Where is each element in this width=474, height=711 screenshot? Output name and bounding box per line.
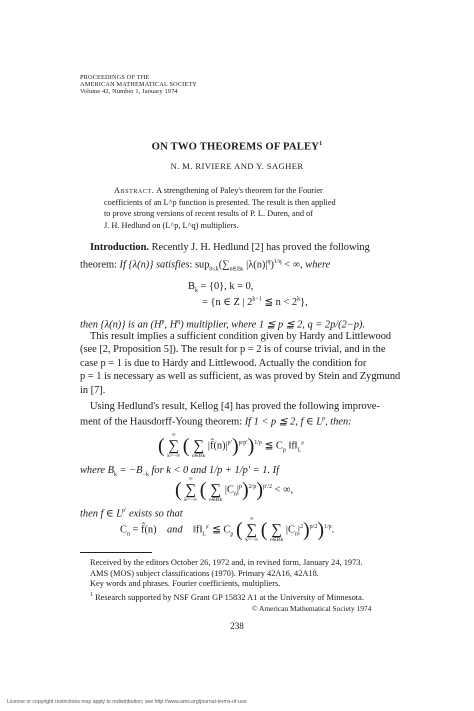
bk-eq2: = {n ∈ Z | 2 — [202, 297, 253, 308]
intro-text-d: (∑ — [218, 259, 230, 271]
intro-sup2: 1/q — [273, 259, 282, 265]
intro-text-b: If {λ(n)} satisfies — [119, 259, 190, 271]
bk-lhs: B — [188, 281, 195, 292]
para3-line-1: Using Hedlund's result, Kellog [4] has proved the following improve- — [90, 401, 380, 412]
eq3-term-sup: 2 — [299, 523, 303, 530]
eq2-exp2: p′/2 — [263, 483, 273, 490]
eq2-inner-paren-open: ( — [199, 479, 207, 501]
eq3-mid-sup: p′ — [205, 524, 210, 530]
license-notice: License or copyright restrictions may apply to redistribution; see http://www.ams.org/journal-terms-of-use — [7, 699, 247, 705]
eq3-term-b: | — [297, 524, 300, 536]
eq2-sum-upper: ∞ — [188, 476, 193, 482]
eq3-sum-lower: k=−∞ — [245, 537, 259, 543]
footnote-received: Received by the editors October 26, 1972 and, in revised form, January 24, 1973. — [90, 558, 363, 567]
where-sub2: −k — [142, 472, 149, 479]
journal-line-2: AMERICAN MATHEMATICAL SOCIETY — [80, 81, 198, 89]
eq2-inner-sum — [209, 476, 222, 504]
eq3-inner-paren-close: ) — [302, 519, 310, 541]
para3-line-2c: , then: — [325, 416, 352, 428]
footnote-research-mark: 1 — [90, 591, 93, 598]
eq2-inner-sigma: ∑ — [210, 482, 222, 498]
intro-text-c: : sup — [189, 259, 210, 271]
eq2-inner-paren-close: ) — [242, 479, 249, 501]
multiplier-sup1: p — [161, 319, 165, 325]
then-b: exists so that — [126, 508, 183, 520]
intro-sub3: k — [241, 267, 244, 273]
footnote-divider — [80, 552, 152, 553]
eq2-inner-lower: n∈B — [209, 497, 220, 503]
multiplier-c: ) multiplier, where 1 ≦ p ≦ 2, q = 2p/(2−p). — [180, 319, 366, 331]
title-footnote-mark: 1 — [319, 141, 323, 147]
bk-definition-2 — [202, 296, 308, 308]
eq3-inner-lower: n∈B — [270, 537, 281, 543]
bk-eq2b: ≦ n < 2 — [261, 297, 298, 308]
footnote-keywords: Key words and phrases. Fourier coefficients, multipliers. — [90, 579, 281, 589]
eq3-term-sub: n — [294, 531, 298, 538]
bk-sup2: k — [297, 296, 301, 303]
paper-title-text: ON TWO THEOREMS OF PALEY — [151, 141, 320, 153]
intro-text-f: ) — [270, 259, 274, 271]
eq1-term-sup: p′ — [227, 439, 232, 446]
para3-line-2b: If 1 < p ≦ 2, f ∈ L — [244, 416, 323, 428]
eq1-sum-lower: k=−∞ — [167, 453, 181, 459]
bk-eq2c: }, — [300, 297, 308, 308]
paper-title — [0, 141, 474, 153]
eq1-rhs-sup2: p — [301, 440, 304, 446]
eq3-inner-sigma: ∑ — [271, 522, 282, 538]
eq3-inner-sum — [270, 516, 283, 544]
eq1-rhs-sub: p — [282, 447, 286, 454]
copyright: © American Mathematical Society 1974 — [252, 604, 372, 613]
eq2-term-b: | — [236, 484, 240, 496]
eq2-outer-sum — [184, 476, 197, 504]
eq1-rhs-sub2: L — [297, 447, 302, 454]
para3-line-2a: ment of the Hausdorff-Young theorem: — [80, 416, 245, 428]
authors: N. M. RIVIERE AND Y. SAGHER — [170, 161, 304, 171]
footnote-classification: AMS (MOS) subject classifications (1970). Primary 42A16, 42A18. — [90, 568, 319, 578]
footnote-research — [80, 590, 364, 603]
footnote-research-text: Research supported by NSF Grant GP 15832 A1 at the University of Minnesota. — [93, 592, 364, 602]
abstract-line-4: J. H. Hedlund on (L^p, L^q) multipliers. — [104, 220, 239, 230]
eq3-exp1: p/2 — [309, 523, 318, 530]
para2-line-5: in [7]. — [80, 384, 106, 396]
eq3-inner-lower-sub: k — [280, 537, 284, 543]
eq3-outer-sum — [245, 516, 258, 544]
journal-line-3: Volume 42, Number 1, January 1974 — [80, 88, 178, 96]
eq1-inner-sum — [192, 432, 205, 460]
para2-line-3: case p = 1 is due to Hardy and Littlewood. Actually the condition for — [80, 357, 367, 369]
multiplier-b: , H — [164, 319, 178, 331]
bk-eq1: = {0}, k = 0, — [197, 281, 254, 292]
eq2-outer-sigma: ∑ — [185, 482, 197, 498]
eq2-sum-lower: k=−∞ — [184, 497, 198, 503]
eq3-paren-open: ( — [235, 519, 243, 541]
eq3-and: and — [166, 524, 183, 536]
equation-2 — [175, 476, 293, 504]
intro-sub: 0≤k — [209, 266, 219, 273]
then-a: then f ∈ L — [80, 508, 123, 520]
intro-line-1-text: Recently J. H. Hedlund [2] has proved the following — [151, 242, 370, 253]
eq1-outer-sum — [167, 432, 180, 460]
eq3-mid: ‖f‖ — [192, 524, 203, 536]
eq1-inner-sigma: ∑ — [193, 438, 205, 454]
eq2-term: |C — [224, 484, 234, 496]
equation-1 — [158, 432, 304, 460]
para3-line-2 — [80, 413, 380, 429]
intro-line-1 — [80, 241, 370, 254]
abstract — [104, 185, 380, 231]
bk-sub: k — [194, 288, 198, 295]
where-sub1: k — [113, 472, 117, 479]
multiplier-sup2: q — [177, 319, 181, 325]
abstract-line-2: coefficients of an L^p function is presented. The result is then applied — [104, 197, 336, 207]
eq2-rhs: < ∞, — [272, 484, 294, 496]
eq1-exp1: p/p′ — [238, 439, 248, 446]
paragraph-3 — [80, 400, 380, 429]
eq1-inner-lower-sub: k — [202, 453, 206, 459]
eq1-paren-open: ( — [158, 435, 165, 457]
equation-3 — [120, 516, 334, 544]
eq1-sum-upper: ∞ — [171, 432, 176, 438]
eq3-outer-sigma: ∑ — [246, 522, 258, 538]
intro-heading: Introduction. — [90, 242, 149, 253]
eq2-term-sub: n — [233, 491, 237, 498]
eq3-lhs: C — [120, 524, 127, 536]
paragraph-2 — [80, 330, 400, 397]
eq3-mid-b: ≦ C — [209, 524, 231, 536]
eq3-mid-sub2: p — [230, 531, 234, 538]
eq1-exp2: 1/p — [254, 439, 262, 446]
eq3-lhs-sub: n — [126, 531, 130, 538]
eq2-exp1: 2/p — [248, 483, 257, 490]
eq3-term: |C — [285, 524, 295, 536]
abstract-line-1: A strengthening of Paley's theorem for the Fourier — [156, 186, 323, 195]
eq1-inner-paren-open: ( — [182, 435, 190, 457]
eq1-inner-lower: n∈B — [192, 453, 203, 459]
eq2-inner-lower-sub: k — [219, 497, 223, 503]
intro-text-a: theorem: — [80, 259, 120, 271]
where-a: where B — [80, 465, 114, 476]
eq2-paren-open: ( — [175, 479, 182, 501]
intro-sub2: n∈B — [229, 266, 242, 273]
eq1-outer-sigma: ∑ — [168, 438, 180, 454]
eq3-mid-sub: L — [202, 531, 206, 538]
eq2-term-sup: p — [239, 483, 243, 490]
bk-sup1: k−1 — [252, 296, 262, 303]
para2-line-1: This result implies a sufficient condition given by Hardy and Littlewood — [90, 331, 392, 342]
intro-text-e: |λ(n)| — [243, 259, 268, 271]
para2-line-4: p = 1 is necessary as well as sufficient, as was proved by Stein and Zygmund — [80, 371, 401, 383]
where-b: = −B — [116, 465, 143, 476]
eq3-paren-close: ) — [317, 519, 324, 541]
then-sup: p′ — [122, 508, 127, 514]
eq1-rhs: ≦ C — [261, 440, 283, 452]
eq1-term: |f̂(n)| — [207, 440, 228, 452]
bk-definition-1 — [188, 281, 253, 294]
eq1-paren-close: ) — [247, 435, 255, 457]
abstract-line-3: to prove strong versions of recent results of P. L. Duren, and of — [104, 209, 313, 218]
eq3-end: . — [331, 524, 335, 536]
footnotes — [80, 558, 364, 603]
eq2-paren-close: ) — [256, 479, 264, 501]
journal-line-1: PROCEEDINGS OF THE — [80, 74, 150, 81]
where-c: for k < 0 and 1/p + 1/p′ = 1. If — [148, 465, 280, 476]
journal-header — [80, 74, 197, 96]
multiplier-a: then {λ(n)} is an (H — [80, 319, 162, 331]
para3-sup: p — [322, 416, 326, 423]
eq1-rhs-b: ‖f‖ — [285, 440, 298, 452]
eq1-inner-paren-close: ) — [231, 435, 239, 457]
abstract-label: Abstract. — [114, 186, 155, 195]
eq3-exp2: 1/p — [324, 523, 332, 530]
intro-text-g: < ∞, — [281, 259, 306, 271]
eq3-sum-upper: ∞ — [249, 516, 254, 522]
intro-line-2 — [80, 256, 330, 277]
intro-sup: q — [267, 259, 271, 265]
page-number: 238 — [230, 621, 244, 631]
eq3-inner-paren-open: ( — [260, 519, 268, 541]
intro-text-h: where — [305, 259, 331, 271]
eq3-lhs-b: = f̂(n) — [129, 524, 157, 536]
para2-line-2: (see [2, Proposition 5]). The result for p = 2 is of course trivial, and in the — [80, 344, 386, 356]
